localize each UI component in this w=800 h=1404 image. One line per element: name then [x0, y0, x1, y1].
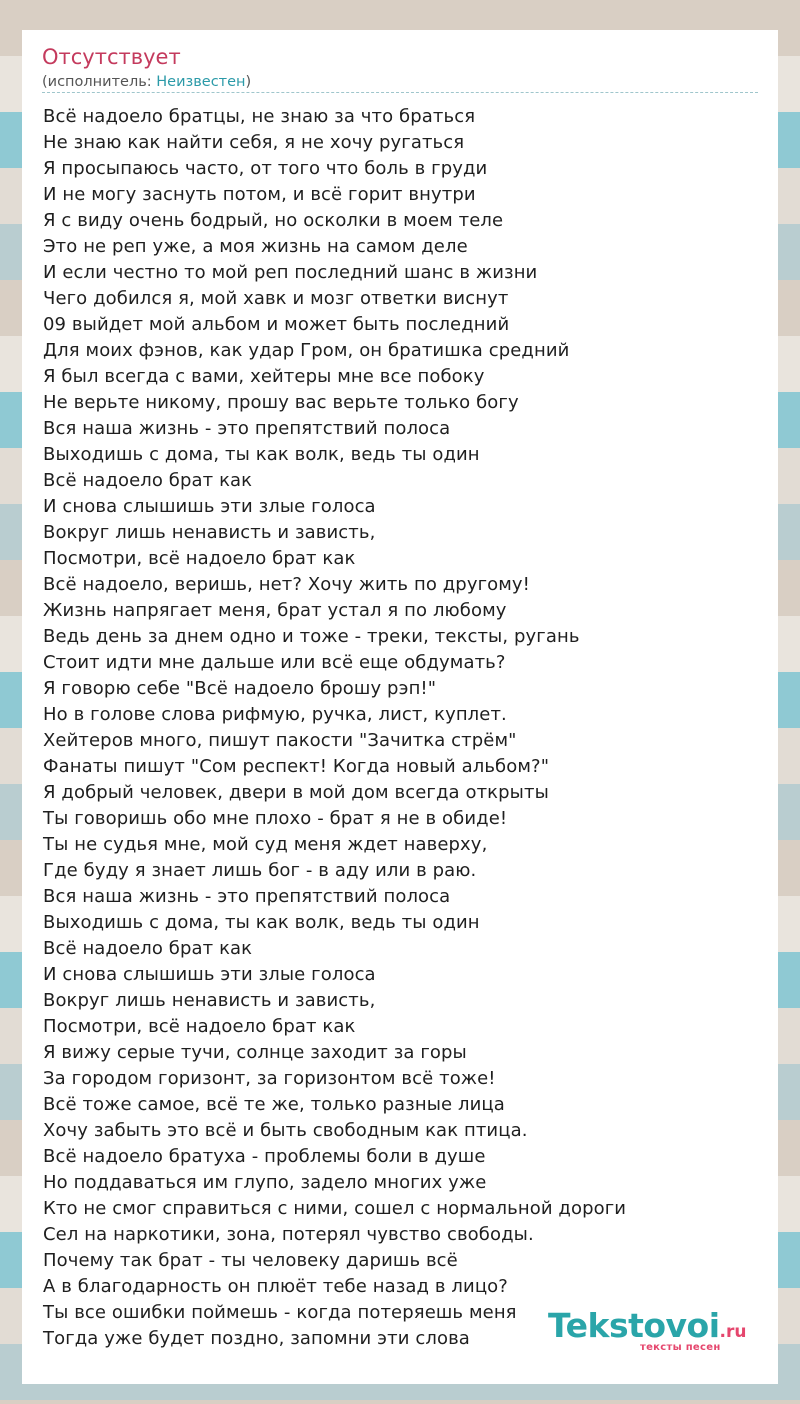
lyric-line: Я добрый человек, двери в мой дом всегда открыты	[43, 782, 549, 803]
lyric-line: Стоит идти мне дальше или всё еще обдумать?	[43, 652, 506, 673]
lyric-line: Кто не смог справиться с ними, сошел с нормальной дороги	[43, 1198, 627, 1219]
logo-tagline: тексты песен	[640, 1342, 721, 1353]
logo-tld: .ru	[719, 1322, 747, 1342]
lyric-line: Вокруг лишь ненависть и зависть,	[43, 990, 376, 1011]
lyric-line: Ты все ошибки поймешь - когда потеряешь меня	[43, 1302, 517, 1323]
lyric-line: Ведь день за днем одно и тоже - треки, тексты, ругань	[43, 626, 580, 647]
lyric-line: Но поддаваться им глупо, задело многих уже	[43, 1172, 487, 1193]
artist-prefix: (исполнитель:	[42, 74, 157, 90]
lyric-line: Тогда уже будет поздно, запомни эти слова	[43, 1328, 470, 1349]
lyric-line: Не знаю как найти себя, я не хочу ругаться	[43, 132, 465, 153]
lyric-line: И снова слышишь эти злые голоса	[43, 964, 376, 985]
lyric-line: Выходишь с дома, ты как волк, ведь ты один	[43, 912, 480, 933]
lyric-line: Это не реп уже, а моя жизнь на самом деле	[43, 236, 468, 257]
lyric-line: Сел на наркотики, зона, потерял чувство свободы.	[43, 1224, 534, 1245]
lyric-line: Где буду я знает лишь бог - в аду или в раю.	[43, 860, 477, 881]
lyric-line: Вся наша жизнь - это препятствий полоса	[43, 886, 451, 907]
lyric-line: Ты говоришь обо мне плохо - брат я не в обиде!	[43, 808, 508, 829]
artist-line	[42, 72, 251, 92]
lyric-line: Для моих фэнов, как удар Гром, он братишка средний	[43, 340, 570, 361]
lyric-line: Посмотри, всё надоело брат как	[43, 548, 356, 569]
lyric-line: Всё надоело братцы, не знаю за что браться	[43, 106, 476, 127]
lyrics-text	[43, 104, 626, 1352]
lyric-line: Я говорю себе "Всё надоело брошу рэп!"	[43, 678, 437, 699]
lyric-line: И не могу заснуть потом, и всё горит внутри	[43, 184, 476, 205]
lyric-line: Я был всегда с вами, хейтеры мне все побоку	[43, 366, 485, 387]
lyric-line: Всё надоело брат как	[43, 470, 253, 491]
lyric-line: Выходишь с дома, ты как волк, ведь ты один	[43, 444, 480, 465]
lyric-line: Всё надоело, веришь, нет? Хочу жить по другому!	[43, 574, 530, 595]
song-title: Отсутствует	[42, 45, 181, 69]
lyric-line: За городом горизонт, за горизонтом всё тоже!	[43, 1068, 496, 1089]
lyric-line: Вокруг лишь ненависть и зависть,	[43, 522, 376, 543]
lyric-line: Чего добился я, мой хавк и мозг ответки виснут	[43, 288, 509, 309]
lyric-line: Почему так брат - ты человеку даришь всё	[43, 1250, 458, 1271]
lyric-line: Посмотри, всё надоело брат как	[43, 1016, 356, 1037]
artist-suffix: )	[245, 74, 252, 90]
site-logo[interactable]	[548, 1306, 758, 1356]
lyric-line: Я с виду очень бодрый, но осколки в моем теле	[43, 210, 504, 231]
lyric-line: Хейтеров много, пишут пакости "Зачитка стрём"	[43, 730, 517, 751]
lyric-line: И если честно то мой реп последний шанс в жизни	[43, 262, 538, 283]
artist-link[interactable]: Неизвестен	[156, 74, 246, 90]
lyric-line: Жизнь напрягает меня, брат устал я по любому	[43, 600, 507, 621]
lyric-line: Всё надоело братуха - проблемы боли в душе	[43, 1146, 486, 1167]
lyric-line: Ты не судья мне, мой суд меня ждет наверху,	[43, 834, 488, 855]
lyric-line: Хочу забыть это всё и быть свободным как птица.	[43, 1120, 528, 1141]
divider	[42, 92, 758, 93]
lyric-line: А в благодарность он плюёт тебе назад в лицо?	[43, 1276, 508, 1297]
lyric-line: Всё тоже самое, всё те же, только разные лица	[43, 1094, 505, 1115]
lyric-line: Но в голове слова рифмую, ручка, лист, куплет.	[43, 704, 507, 725]
lyric-line: Всё надоело брат как	[43, 938, 253, 959]
lyric-line: 09 выйдет мой альбом и может быть последний	[43, 314, 510, 335]
lyric-line: Фанаты пишут "Сом респект! Когда новый альбом?"	[43, 756, 550, 777]
lyric-line: Не верьте никому, прошу вас верьте только богу	[43, 392, 519, 413]
lyrics-card	[22, 30, 778, 1384]
lyric-line: Вся наша жизнь - это препятствий полоса	[43, 418, 451, 439]
lyric-line: Я вижу серые тучи, солнце заходит за горы	[43, 1042, 467, 1063]
logo-name: Tekstovoi	[548, 1306, 720, 1345]
lyric-line: И снова слышишь эти злые голоса	[43, 496, 376, 517]
lyric-line: Я просыпаюсь часто, от того что боль в груди	[43, 158, 488, 179]
